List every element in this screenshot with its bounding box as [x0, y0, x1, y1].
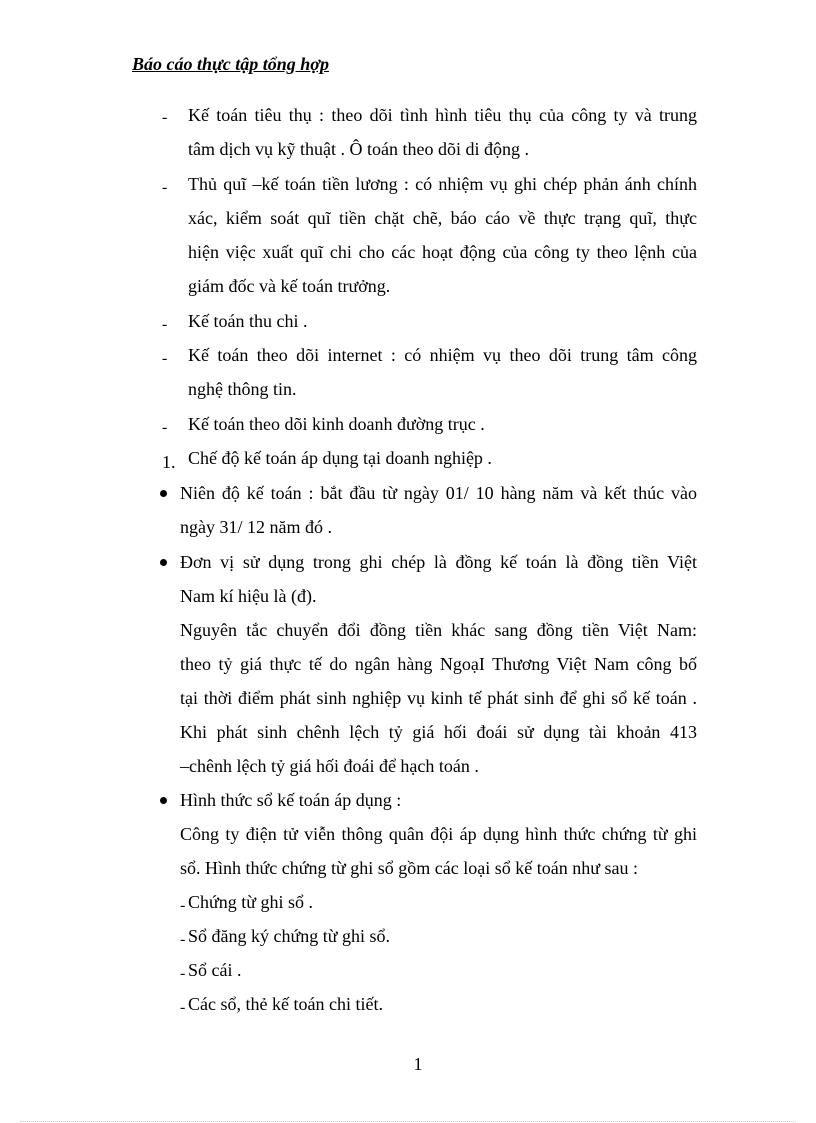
- section-heading: Chế độ kế toán áp dụng tại doanh nghiệp .: [188, 448, 492, 468]
- policy-currency-line2: Nam kí hiệu là (đ).: [180, 586, 317, 606]
- policy-fiscal-year-line1: Niên độ kế toán : bắt đầu từ ngày 01/ 10 hàng năm và kết thúc vào: [180, 483, 697, 503]
- book-item: Chứng từ ghi sổ .: [188, 892, 314, 912]
- policy-currency-line6: Khi phát sinh chênh lệch tỷ giá hối đoái sử dụng tài khoản 413: [180, 722, 697, 742]
- staff-item-sales-accountant-line1: Kế toán tiêu thụ : theo dõi tình hình tiêu thụ của công ty và trung: [188, 105, 697, 125]
- dash-marker: -: [180, 999, 186, 1016]
- staff-item-cashier-line1: Thủ quĩ –kế toán tiền lương : có nhiệm vụ ghi chép phản ánh chính: [188, 174, 697, 194]
- bullet-icon: [160, 490, 167, 497]
- policy-fiscal-year-line2: ngày 31/ 12 năm đó .: [180, 517, 332, 537]
- dash-marker: -: [180, 965, 186, 982]
- dash-marker: -: [180, 897, 186, 914]
- staff-item-sales-accountant-line2: tâm dịch vụ kỹ thuật . Ô toán theo dõi di động .: [188, 139, 529, 159]
- policy-currency-line5: tại thời điểm phát sinh nghiệp vụ kinh tế phát sinh để ghi sổ kế toán .: [180, 688, 697, 708]
- policy-bookkeeping-line2: Công ty điện tử viễn thông quân đội áp dụng hình thức chứng từ ghi: [180, 824, 697, 844]
- policy-currency-line7: –chênh lệch tỷ giá hối đoái để hạch toán .: [180, 756, 479, 776]
- page-number: 1: [413, 1054, 423, 1074]
- page-bottom-rule: [20, 1121, 796, 1122]
- staff-item-cashier-line2: xác, kiểm soát quĩ tiền chặt chẽ, báo cáo về thực trạng quĩ, thực: [188, 208, 697, 228]
- section-number: 1.: [162, 452, 176, 472]
- dash-marker: -: [162, 419, 168, 436]
- book-item: Sổ đăng ký chứng từ ghi sổ.: [188, 926, 391, 946]
- policy-bookkeeping-line1: Hình thức sổ kế toán áp dụng :: [180, 790, 402, 810]
- policy-bookkeeping-line3: sổ. Hình thức chứng từ ghi sổ gồm các loại sổ kế toán như sau :: [180, 858, 638, 878]
- staff-item-internet-line1: Kế toán theo dõi internet : có nhiệm vụ theo dõi trung tâm công: [188, 345, 697, 365]
- staff-item-trunk-business: Kế toán theo dõi kinh doanh đường trục .: [188, 414, 485, 434]
- bullet-icon: [160, 559, 167, 566]
- book-item: Sổ cái .: [188, 960, 242, 980]
- staff-item-cashier-line3: hiện việc xuất quĩ chi cho các hoạt động của công ty theo lệnh của: [188, 242, 697, 262]
- policy-currency-line3: Nguyên tắc chuyển đổi đồng tiền khác sang đồng tiền Việt Nam:: [180, 620, 697, 640]
- staff-item-cashier-line4: giám đốc và kế toán trưởng.: [188, 276, 391, 296]
- bullet-icon: [160, 797, 167, 804]
- staff-item-internet-line2: nghệ thông tin.: [188, 379, 297, 399]
- staff-item-receipts-payments: Kế toán thu chi .: [188, 311, 308, 331]
- book-item: Các sổ, thẻ kế toán chi tiết.: [188, 994, 383, 1014]
- dash-marker: -: [162, 350, 168, 367]
- policy-currency-line1: Đơn vị sử dụng trong ghi chép là đồng kế toán là đồng tiền Việt: [180, 552, 697, 572]
- page-header-title: Báo cáo thực tập tổng hợp: [132, 54, 329, 74]
- dash-marker: -: [162, 316, 168, 333]
- policy-currency-line4: theo tỷ giá thực tế do ngân hàng NgoạI Thương Việt Nam công bố: [180, 654, 697, 674]
- dash-marker: -: [162, 109, 168, 126]
- dash-marker: -: [162, 179, 168, 196]
- dash-marker: -: [180, 931, 186, 948]
